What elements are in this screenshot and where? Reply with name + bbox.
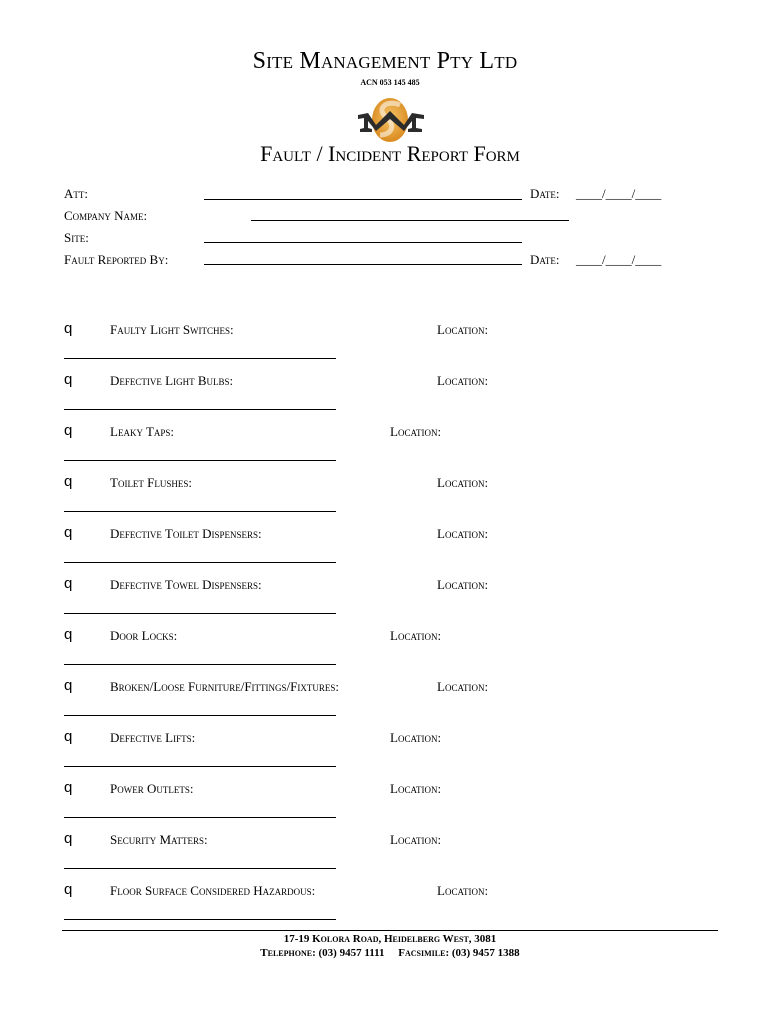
footer-address: 17-19 Kolora Road, Heidelberg West, 3081 bbox=[283, 933, 497, 945]
item-input-line[interactable] bbox=[64, 409, 336, 410]
date2-input[interactable]: ____/____/____ bbox=[576, 252, 662, 267]
footer-divider bbox=[62, 930, 718, 931]
location-label: Location: bbox=[437, 883, 489, 898]
item-input-line[interactable] bbox=[64, 613, 336, 614]
checkbox-icon[interactable]: q bbox=[64, 677, 73, 694]
item-input-line[interactable] bbox=[64, 562, 336, 563]
att-label: Att: bbox=[64, 186, 88, 201]
checkbox-icon[interactable]: q bbox=[64, 473, 73, 490]
location-label: Location: bbox=[437, 526, 489, 541]
fault-reported-by-label: Fault Reported By: bbox=[64, 252, 169, 267]
checkbox-icon[interactable]: q bbox=[64, 626, 73, 643]
location-label: Location: bbox=[390, 730, 442, 745]
item-label: Security Matters: bbox=[110, 832, 208, 847]
item-label: Power Outlets: bbox=[110, 781, 194, 796]
item-label: Defective Towel Dispensers: bbox=[110, 577, 262, 592]
item-input-line[interactable] bbox=[64, 715, 336, 716]
checkbox-icon[interactable]: q bbox=[64, 524, 73, 541]
location-label: Location: bbox=[437, 475, 489, 490]
checkbox-icon[interactable]: q bbox=[64, 320, 73, 337]
footer-contact bbox=[0, 947, 770, 959]
checkbox-icon[interactable]: q bbox=[64, 779, 73, 796]
item-label: Floor Surface Considered Hazardous: bbox=[110, 883, 316, 898]
item-input-line[interactable] bbox=[64, 766, 336, 767]
company-logo bbox=[356, 95, 426, 145]
item-input-line[interactable] bbox=[64, 358, 336, 359]
item-input-line[interactable] bbox=[64, 868, 336, 869]
telephone-number: (03) 9457 1111 bbox=[318, 947, 385, 959]
item-label: Defective Lifts: bbox=[110, 730, 196, 745]
checkbox-icon[interactable]: q bbox=[64, 575, 73, 592]
company-name-heading: Site Management Pty Ltd bbox=[252, 48, 518, 74]
location-label: Location: bbox=[390, 424, 442, 439]
site-input-line[interactable] bbox=[204, 242, 522, 243]
checkbox-icon[interactable]: q bbox=[64, 728, 73, 745]
item-label: Toilet Flushes: bbox=[110, 475, 193, 490]
item-input-line[interactable] bbox=[64, 511, 336, 512]
form-title: Fault / Incident Report Form bbox=[260, 141, 520, 166]
date-label: Date: bbox=[530, 186, 560, 201]
location-label: Location: bbox=[437, 577, 489, 592]
item-label: Faulty Light Switches: bbox=[110, 322, 234, 337]
item-input-line[interactable] bbox=[64, 664, 336, 665]
item-label: Defective Light Bulbs: bbox=[110, 373, 234, 388]
item-label: Leaky Taps: bbox=[110, 424, 175, 439]
acn-number: ACN 053 145 485 bbox=[360, 78, 420, 87]
item-label: Door Locks: bbox=[110, 628, 178, 643]
checkbox-icon[interactable]: q bbox=[64, 371, 73, 388]
location-label: Location: bbox=[437, 373, 489, 388]
location-label: Location: bbox=[390, 781, 442, 796]
location-label: Location: bbox=[390, 628, 442, 643]
item-input-line[interactable] bbox=[64, 919, 336, 920]
item-label: Broken/Loose Furniture/Fittings/Fixtures: bbox=[110, 679, 339, 694]
att-input-line[interactable] bbox=[204, 199, 522, 200]
item-input-line[interactable] bbox=[64, 460, 336, 461]
item-input-line[interactable] bbox=[64, 817, 336, 818]
location-label: Location: bbox=[437, 679, 489, 694]
date2-label: Date: bbox=[530, 252, 560, 267]
item-label: Defective Toilet Dispensers: bbox=[110, 526, 262, 541]
company-name-input-line[interactable] bbox=[251, 220, 569, 221]
facsimile-number: (03) 9457 1388 bbox=[451, 947, 520, 959]
company-name-label: Company Name: bbox=[64, 208, 148, 223]
telephone-label: Telephone: bbox=[260, 947, 316, 959]
location-label: Location: bbox=[437, 322, 489, 337]
fault-reported-by-input-line[interactable] bbox=[204, 264, 522, 265]
checkbox-icon[interactable]: q bbox=[64, 422, 73, 439]
date-input[interactable]: ____/____/____ bbox=[576, 186, 662, 201]
checkbox-icon[interactable]: q bbox=[64, 830, 73, 847]
facsimile-label: Facsimile: bbox=[398, 947, 450, 959]
site-label: Site: bbox=[64, 230, 89, 245]
checkbox-icon[interactable]: q bbox=[64, 881, 73, 898]
location-label: Location: bbox=[390, 832, 442, 847]
